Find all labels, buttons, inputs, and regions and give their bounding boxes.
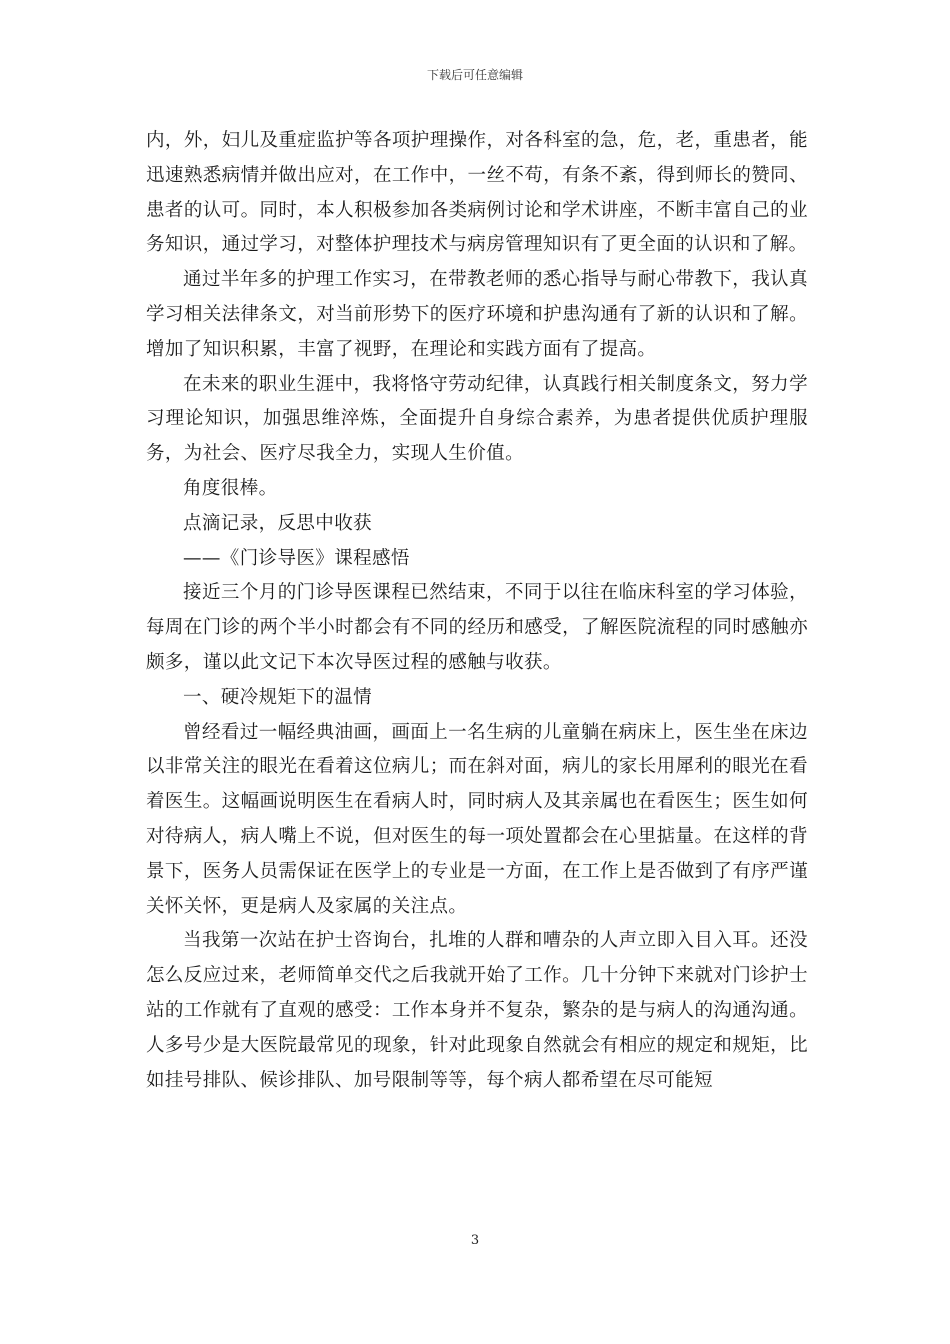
document-body — [146, 124, 808, 1098]
paragraph: 在未来的职业生涯中，我将恪守劳动纪律，认真践行相关制度条文，努力学习理论知识，加强思维淬炼，全面提升自身综合素养，为患者提供优质护理服务，为社会、医疗尽我全力，实现人生价值。 — [146, 373, 808, 465]
paragraph: 接近三个月的门诊导医课程已然结束，不同于以往在临床科室的学习体验，每周在门诊的两个半小时都会有不同的经历和感受，了解医院流程的同时感触亦颇多，谨以此文记下本次导医过程的感触与收获。 — [146, 582, 808, 673]
paragraph: 角度很棒。 — [183, 477, 278, 499]
page-header: 下载后可任意编辑 — [426, 68, 523, 82]
page-number: 3 — [470, 1233, 480, 1248]
section-heading: 一、硬冷规矩下的温情 — [183, 686, 373, 708]
paragraph: 曾经看过一幅经典油画，画面上一名生病的儿童躺在病床上，医生坐在床边以非常关注的眼光在看着这位病儿；而在斜对面，病儿的家长用犀利的眼光在看着医生。这幅画说明医生在看病人时，同时病人及其亲属也在看医生；医生如何对待病人，病人嘴上不说，但对医生的每一项处置都会在心里掂量。在这样的背景下，医务人员需保证在医学上的专业是一方面，在工作上是否做到了有序严谨关怀关怀，更是病人及家属的关注点。 — [146, 721, 808, 917]
section-heading: 点滴记录，反思中收获 — [183, 512, 373, 534]
paragraph: 当我第一次站在护士咨询台，扎堆的人群和嘈杂的人声立即入目入耳。还没怎么反应过来，老师简单交代之后我就开始了工作。几十分钟下来就对门诊护士站的工作就有了直观的感受：工作本身并不复杂，繁杂的是与病人的沟通沟通。人多号少是大医院最常见的现象，针对此现象自然就会有相应的规定和规矩，比如挂号排队、候诊排队、加号限制等等，每个病人都希望在尽可能短 — [146, 930, 808, 1091]
section-subtitle: ——《门诊导医》课程感悟 — [183, 547, 410, 569]
paragraph: 通过半年多的护理工作实习，在带教老师的悉心指导与耐心带教下，我认真学习相关法律条文，对当前形势下的医疗环境和护患沟通有了新的认识和了解。增加了知识积累，丰富了视野，在理论和实践方面有了提高。 — [146, 269, 808, 360]
paragraph: 内，外，妇儿及重症监护等各项护理操作，对各科室的急，危，老，重患者，能迅速熟悉病情并做出应对，在工作中，一丝不苟，有条不紊，得到师长的赞同、患者的认可。同时，本人积极参加各类病例讨论和学术讲座，不断丰富自己的业务知识，通过学习，对整体护理技术与病房管理知识有了更全面的认识和了解。 — [146, 130, 808, 256]
